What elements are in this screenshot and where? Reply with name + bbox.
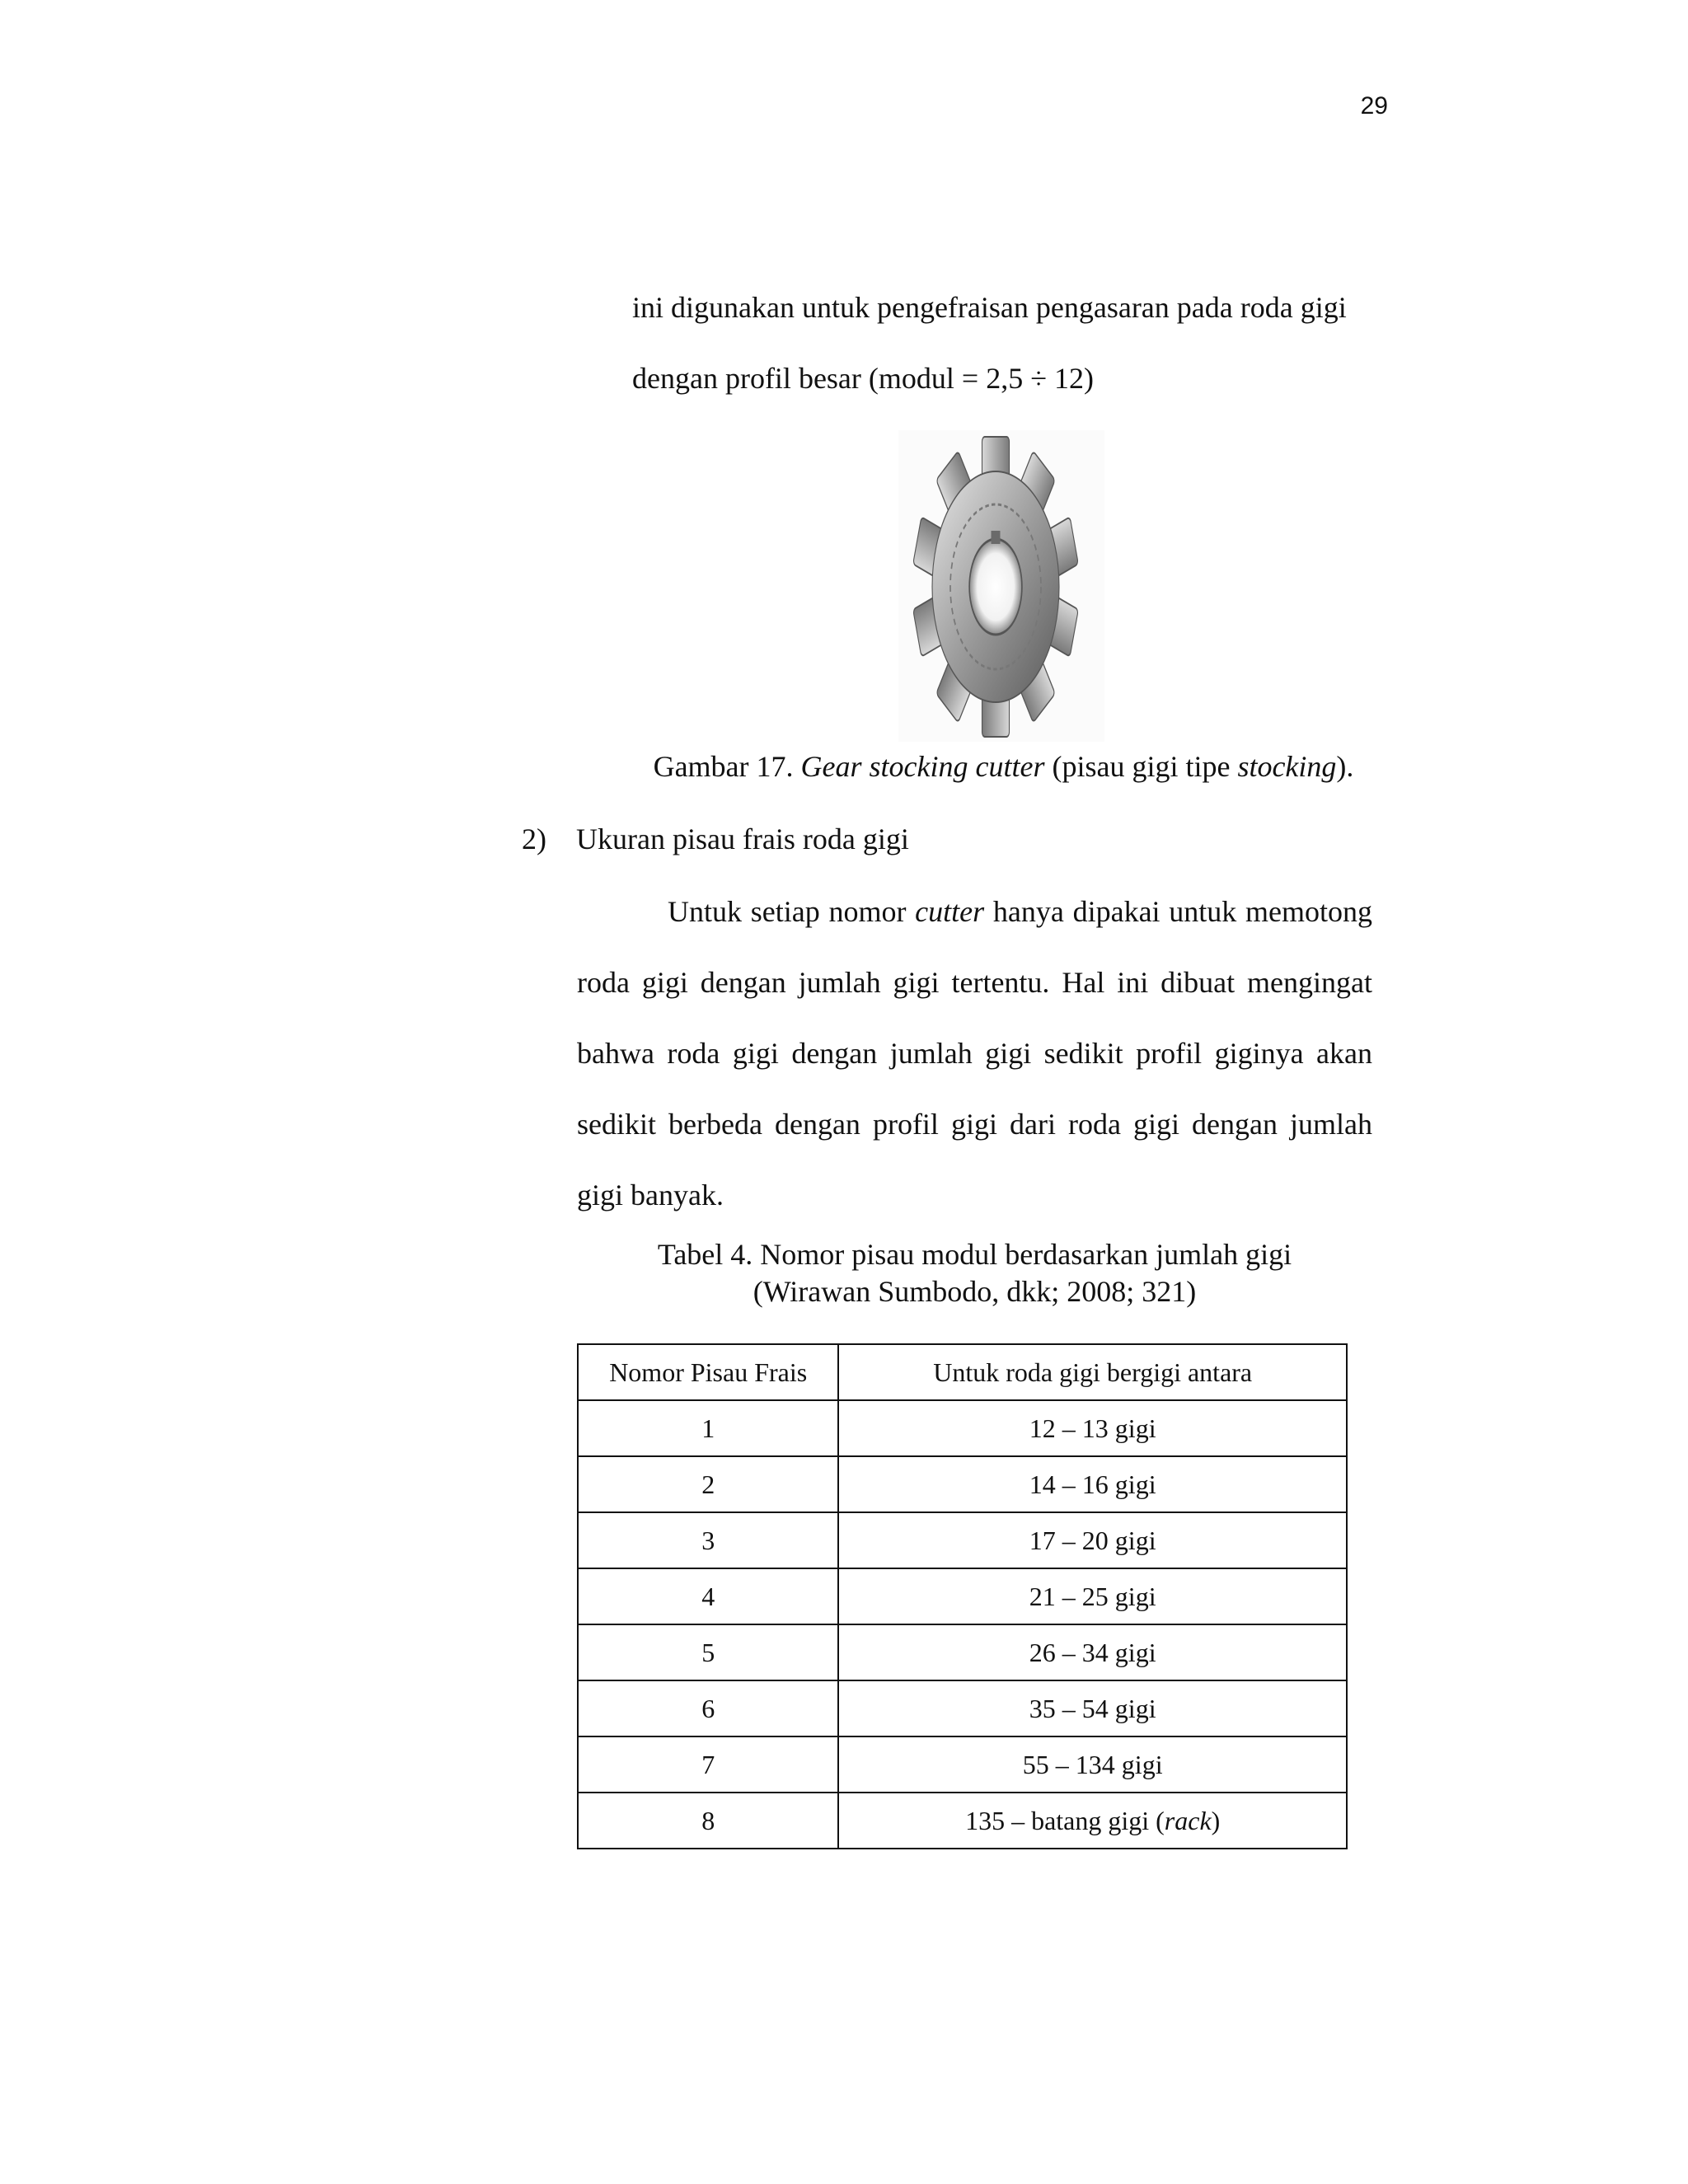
page-number: 29 [1360,92,1388,120]
figure-caption-suffix: ). [1336,750,1354,783]
table-row [578,1400,1347,1456]
table-row [578,1456,1347,1512]
figure-caption-prefix: Gambar 17. [653,750,801,783]
table-cell-range: 21 – 25 gigi [838,1568,1347,1624]
table-row [578,1736,1347,1793]
table-cell-number: 7 [578,1736,838,1793]
table-row [578,1680,1347,1736]
table-header-teeth-range: Untuk roda gigi bergigi antara [838,1344,1347,1400]
table-cell-range: 55 – 134 gigi [838,1736,1347,1793]
paragraph-top-line1: ini digunakan untuk pengefraisan pengasaran pada roda gigi [632,291,1347,324]
table-row [578,1624,1347,1680]
table-caption-line1: Tabel 4. Nomor pisau modul berdasarkan jumlah gigi [657,1238,1292,1271]
table-cell-number: 4 [578,1568,838,1624]
table-cell-number: 1 [578,1400,838,1456]
table-cell-number: 8 [578,1793,838,1849]
table-cell-number: 6 [578,1680,838,1736]
list-item-2 [522,804,909,874]
figure-caption-middle: (pisau gigi tipe [1044,750,1238,783]
paragraph-body-part1: Untuk setiap nomor [668,895,916,928]
table-cell-range: 35 – 54 gigi [838,1680,1347,1736]
table-cell-range: 26 – 34 gigi [838,1624,1347,1680]
figure-caption-italic: Gear stocking cutter [800,750,1045,783]
figure-caption-italic2: stocking [1237,750,1337,783]
paragraph-body [577,876,1372,1230]
paragraph-body-part2: hanya dipakai untuk memotong roda gigi dengan jumlah gigi tertentu. Hal ini dibuat mengingat bahwa roda gigi dengan jumlah gigi sedikit profil giginya akan sedikit berbeda dengan profil gigi dari roda gigi dengan jumlah gigi banyak. [577,895,1372,1212]
table-cell-range: 17 – 20 gigi [838,1512,1347,1568]
paragraph-body-text [577,876,1372,1230]
table-cell-number: 3 [578,1512,838,1568]
table-header-cutter-number: Nomor Pisau Frais [578,1344,838,1400]
table-row [578,1793,1347,1849]
table-cell-range-italic: rack [1164,1805,1212,1835]
table-row [578,1512,1347,1568]
table-cell-range: 12 – 13 gigi [838,1400,1347,1456]
table-row [578,1568,1347,1624]
table-caption [577,1236,1372,1310]
cutter-number-table [577,1343,1348,1849]
table-cell-number: 5 [578,1624,838,1680]
table-cell-number: 2 [578,1456,838,1512]
table-cell-range-prefix: 135 – batang gigi ( [965,1805,1165,1835]
table-caption-line2: (Wirawan Sumbodo, dkk; 2008; 321) [753,1275,1197,1308]
table-cell-range-suffix: ) [1211,1805,1221,1835]
figure-caption [577,742,1430,791]
table-header-row [578,1344,1347,1400]
paragraph-top-line2: dengan profil besar (modul = 2,5 ÷ 12) [632,362,1094,395]
paragraph-body-italic: cutter [915,895,985,928]
list-item-number: 2) [522,823,546,855]
gear-cutter-image [898,430,1104,742]
table-cell-range: 14 – 16 gigi [838,1456,1347,1512]
table-cell-range [838,1793,1347,1849]
paragraph-top [632,272,1372,414]
list-item-title: Ukuran pisau frais roda gigi [576,823,909,855]
